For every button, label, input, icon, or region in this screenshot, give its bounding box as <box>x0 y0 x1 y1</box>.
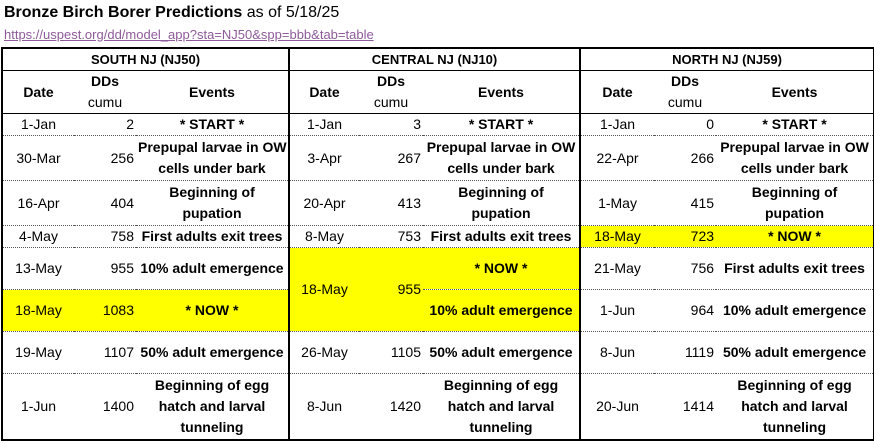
col-date-central: Date <box>309 83 340 100</box>
region-north: NORTH NJ (NJ59) <box>580 48 874 71</box>
south-dd: 955 <box>74 248 136 290</box>
region-central: CENTRAL NJ (NJ10) <box>289 48 580 71</box>
north-event: 50% adult emergence <box>716 332 874 374</box>
col-date-south: Date <box>2 71 74 114</box>
central-date: 18-May <box>289 248 359 332</box>
south-event: First adults exit trees <box>136 226 289 248</box>
central-dd: 413 <box>359 181 423 226</box>
north-dd: 723 <box>654 226 716 248</box>
north-event: * START * <box>716 114 874 136</box>
event-line: Beginning of egg <box>737 376 852 393</box>
north-dd: 415 <box>654 181 716 226</box>
north-dd: 1119 <box>654 332 716 374</box>
north-date: 1-May <box>580 181 654 226</box>
col-dds-north <box>654 71 716 114</box>
as-of-date: as of 5/18/25 <box>246 4 340 21</box>
north-dd: 266 <box>654 136 716 181</box>
south-event: 50% adult emergence <box>136 332 289 374</box>
north-date: 22-Apr <box>580 136 654 181</box>
cumu-label: cumu <box>667 94 703 110</box>
event-line: cells under bark <box>740 160 849 176</box>
central-dd: 955 <box>359 248 423 332</box>
central-dd: 1420 <box>359 374 423 440</box>
col-dds-central <box>359 71 423 114</box>
north-event <box>716 136 874 181</box>
event-line: Beginning of egg <box>154 376 270 393</box>
south-event: * START * <box>136 114 289 136</box>
central-dd: 3 <box>359 114 423 136</box>
south-event: * NOW * <box>136 290 289 332</box>
event-line: Beginning of <box>751 184 838 200</box>
event-line: hatch and larval <box>158 397 266 414</box>
south-date: 30-Mar <box>2 136 74 181</box>
event-line: tunneling <box>180 418 244 435</box>
event-line: Prepupal larvae in OW <box>426 139 576 155</box>
south-date: 13-May <box>2 248 74 290</box>
south-event <box>136 374 289 440</box>
south-event <box>136 136 289 181</box>
central-event: First adults exit trees <box>423 226 580 248</box>
central-date: 3-Apr <box>289 136 359 181</box>
central-date: 20-Apr <box>289 181 359 226</box>
col-events-north: Events <box>716 71 874 114</box>
north-event: First adults exit trees <box>716 248 874 290</box>
source-link[interactable]: https://uspest.org/dd/model_app?sta=NJ50&spp=bbb&tab=table <box>4 27 374 42</box>
south-date: 19-May <box>2 332 74 374</box>
central-dd: 267 <box>359 136 423 181</box>
predictions-table <box>1 47 874 441</box>
event-line: Prepupal larvae in OW <box>720 139 869 155</box>
south-event <box>136 181 289 226</box>
event-line: tunneling <box>763 418 827 435</box>
event-line: pupation <box>182 205 242 221</box>
south-dd: 256 <box>74 136 136 181</box>
central-date: 8-May <box>289 226 359 248</box>
south-event: 10% adult emergence <box>136 248 289 290</box>
south-dd: 404 <box>74 181 136 226</box>
north-event: * NOW * <box>716 226 874 248</box>
event-line: pupation <box>471 205 531 221</box>
central-event: 50% adult emergence <box>423 332 580 374</box>
south-dd: 758 <box>74 226 136 248</box>
north-dd: 1414 <box>654 374 716 440</box>
event-line: Beginning of egg <box>443 376 559 393</box>
central-event: * START * <box>423 114 580 136</box>
central-dd: 1105 <box>359 332 423 374</box>
cumu-label: cumu <box>373 94 409 110</box>
col-date-north: Date <box>602 83 633 100</box>
south-date: 4-May <box>2 226 74 248</box>
north-date: 1-Jun <box>580 290 654 332</box>
south-date: 1-Jun <box>2 374 74 440</box>
central-event: * NOW * <box>423 248 580 290</box>
north-dd: 0 <box>654 114 716 136</box>
central-event: 10% adult emergence <box>423 290 580 332</box>
north-date: 18-May <box>580 226 654 248</box>
central-date: 8-Jun <box>289 374 359 440</box>
central-event <box>423 136 580 181</box>
north-date: 1-Jan <box>580 114 654 136</box>
central-date: 1-Jan <box>289 114 359 136</box>
south-dd: 1083 <box>74 290 136 332</box>
col-dds-south <box>74 71 136 114</box>
north-dd: 964 <box>654 290 716 332</box>
event-line: hatch and larval <box>447 397 555 414</box>
south-date: 1-Jan <box>2 114 74 136</box>
central-dd: 753 <box>359 226 423 248</box>
south-dd: 1107 <box>74 332 136 374</box>
north-event: 10% adult emergence <box>716 290 874 332</box>
cumu-label: cumu <box>87 94 123 110</box>
south-date: 18-May <box>2 290 74 332</box>
event-line: Beginning of <box>458 184 544 200</box>
event-line: cells under bark <box>447 160 555 176</box>
dds-label: DDs <box>376 73 405 89</box>
north-date: 21-May <box>580 248 654 290</box>
col-events-central: Events <box>423 71 580 114</box>
event-line: hatch and larval <box>741 397 848 414</box>
north-date: 8-Jun <box>580 332 654 374</box>
event-line: tunneling <box>469 418 533 435</box>
event-line: Beginning of <box>169 184 255 200</box>
north-event <box>716 374 874 440</box>
dds-label: DDs <box>671 73 700 89</box>
central-event <box>423 181 580 226</box>
south-date: 16-Apr <box>2 181 74 226</box>
central-event <box>423 374 580 440</box>
event-line: cells under bark <box>158 160 266 176</box>
north-dd: 756 <box>654 248 716 290</box>
page-title <box>4 4 339 22</box>
region-south: SOUTH NJ (NJ50) <box>2 48 289 71</box>
title-text: Bronze Birch Borer Predictions <box>4 4 243 21</box>
north-date: 20-Jun <box>580 374 654 440</box>
north-event <box>716 181 874 226</box>
south-dd: 2 <box>74 114 136 136</box>
south-dd: 1400 <box>74 374 136 440</box>
event-line: Prepupal larvae in OW <box>138 139 287 155</box>
event-line: pupation <box>764 205 825 221</box>
col-events-south: Events <box>136 71 289 114</box>
central-date: 26-May <box>289 332 359 374</box>
dds-label: DDs <box>90 73 119 89</box>
